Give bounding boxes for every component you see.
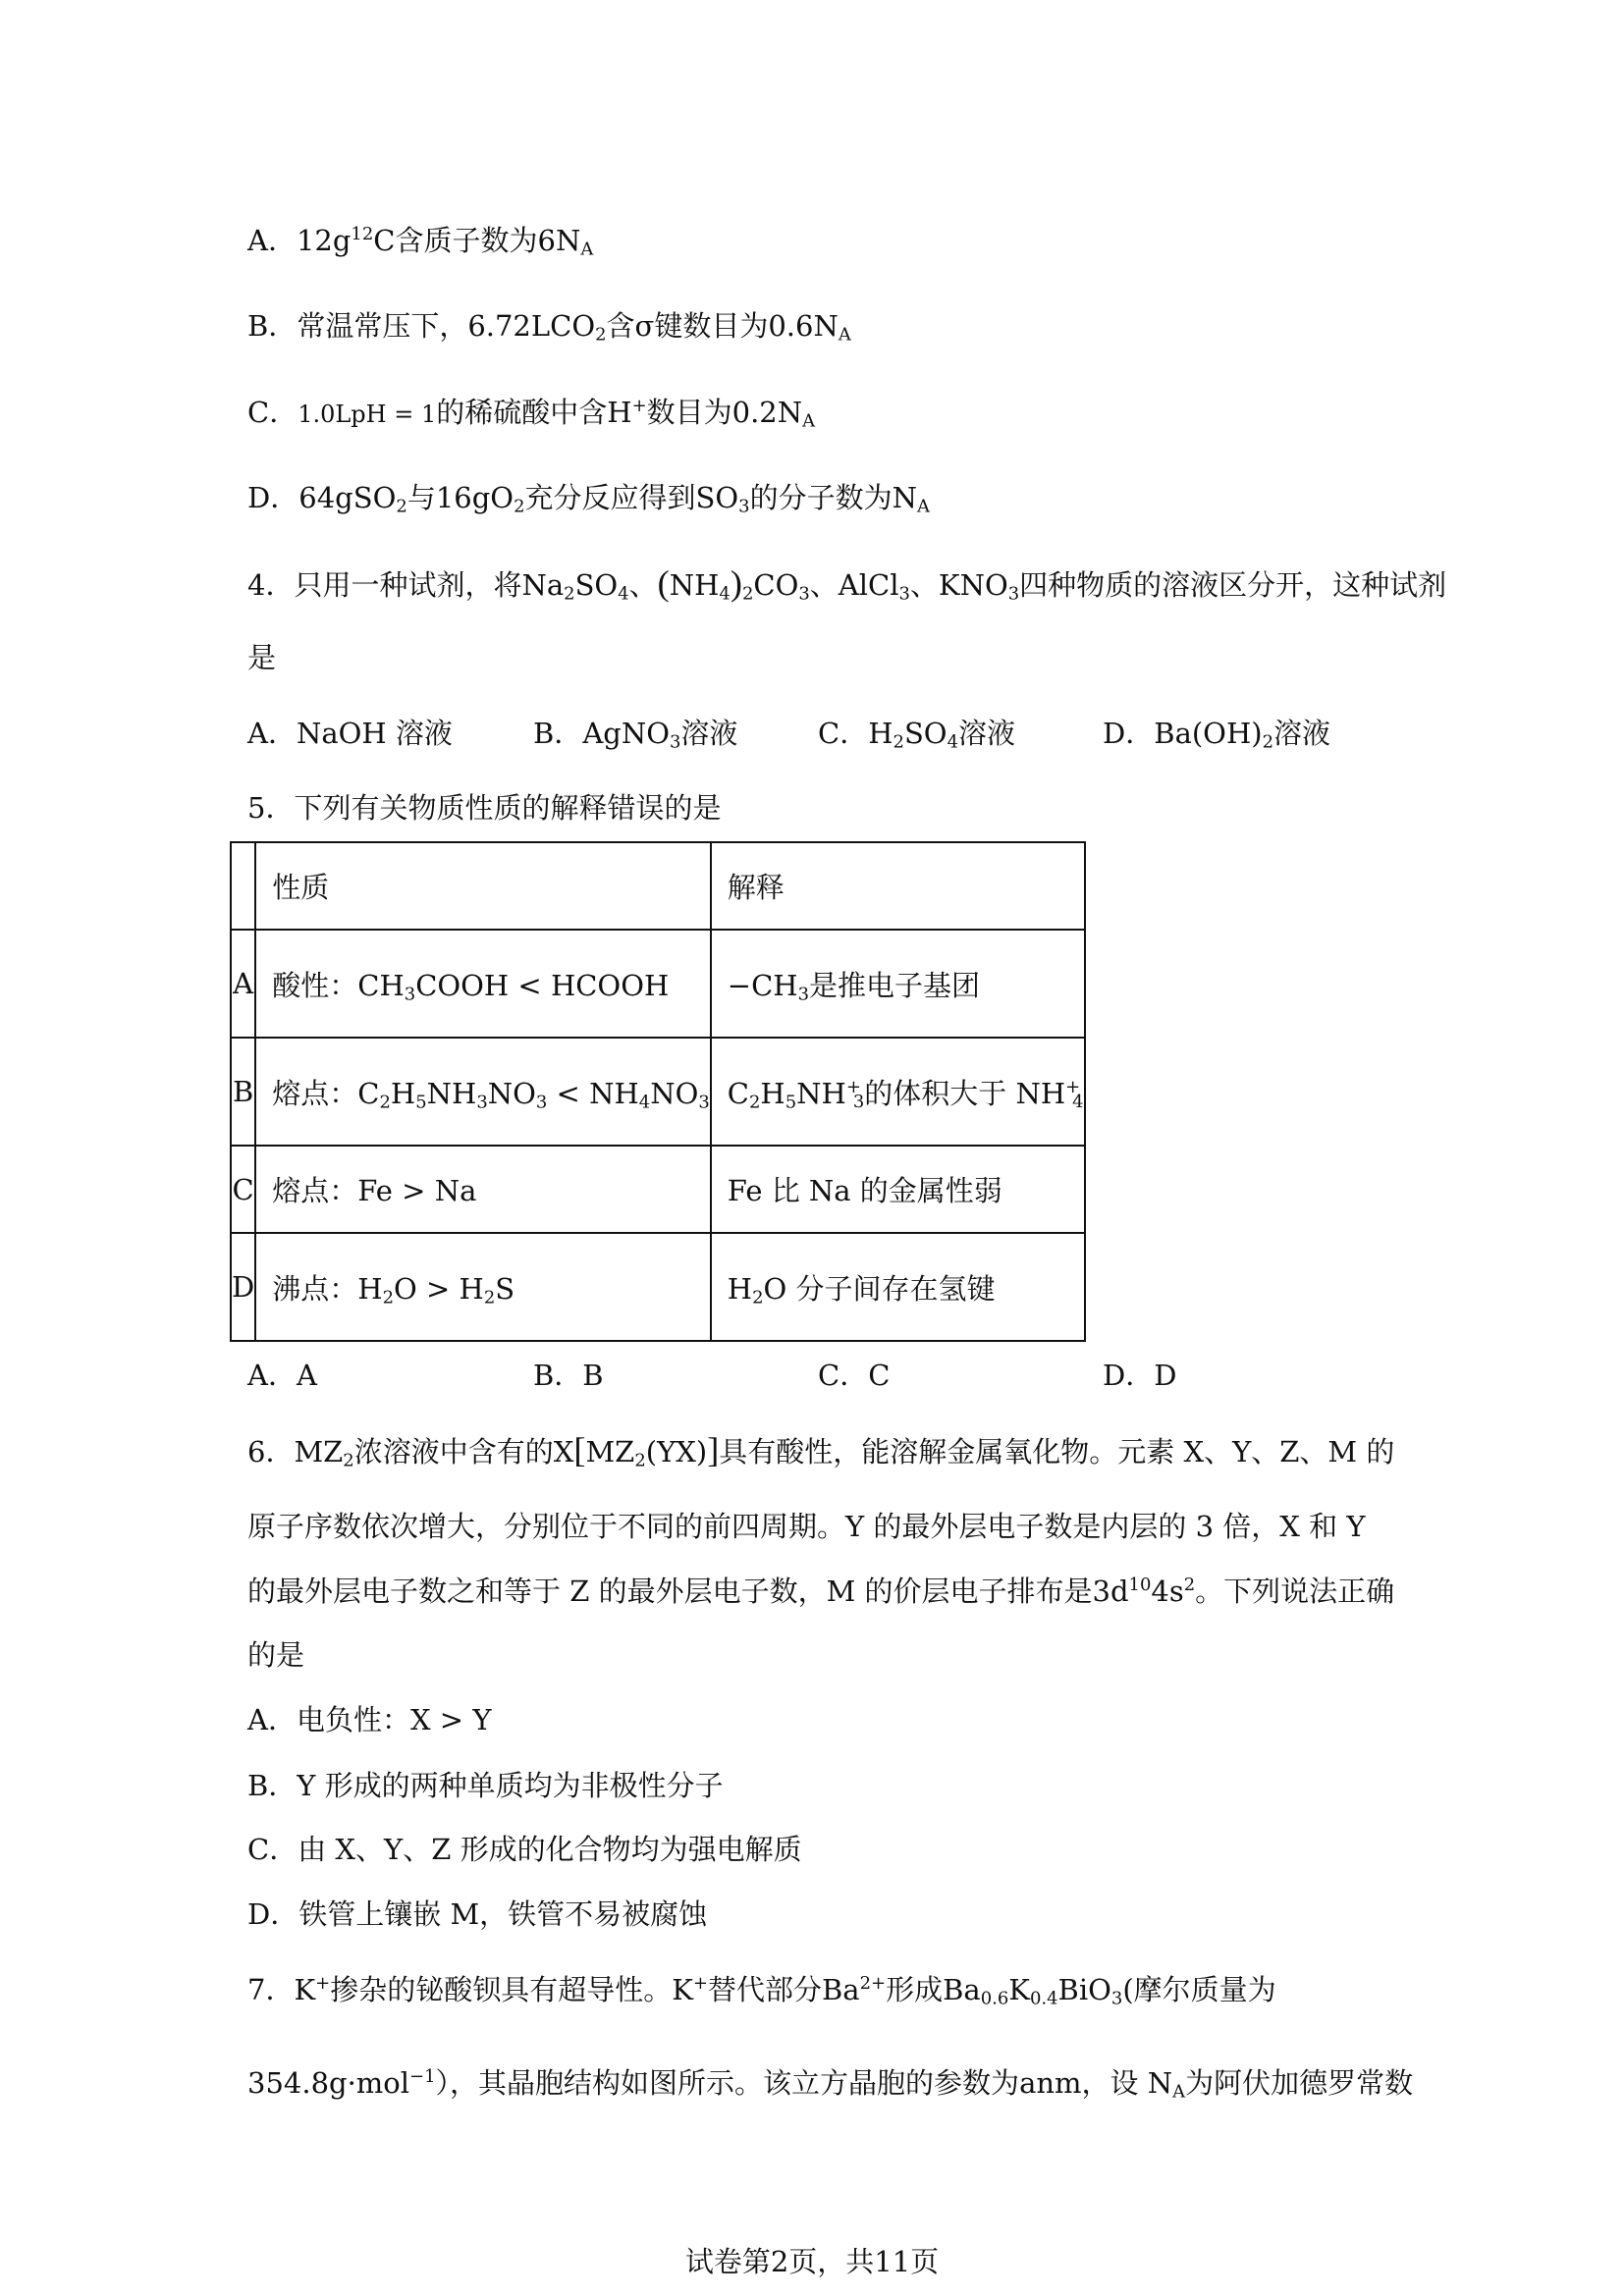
q3-option-b: B．常温常压下，$6.72LCO_2$含σ键数目为$0.6N_A$ [247, 309, 851, 346]
property-cell: 熔点：$C_2H_5NH_3NO_3 < NH_4NO_3$ [255, 1038, 711, 1146]
table-header-property: 性质 [255, 842, 711, 930]
explanation-cell: $-CH_3$是推电子基团 [711, 930, 1085, 1038]
q3-option-d: D．64gSO$_2$与$16gO_2$充分反应得到$SO_3$的分子数为$N_A$ [247, 481, 930, 517]
q6-stem-line4: 的是 [247, 1638, 305, 1672]
q6-stem-line1: 6．$MZ_2$浓溶液中含有的$X[MZ_2(YX)]$具有酸性，能溶解金属氧化物。元素 X、Y、Z、M 的 [247, 1430, 1395, 1471]
q4-option-a: A．NaOH 溶液 [247, 717, 453, 750]
page-footer: 试卷第2页，共11页 [684, 2245, 940, 2278]
table-cell [231, 842, 255, 930]
q3-option-a: A．$12g^{12}C$含质子数为$6N_A$ [247, 224, 594, 260]
q5-property-table [230, 841, 1086, 1342]
q5-option-d: D．D [1103, 1359, 1177, 1392]
q4-option-b: B．AgNO$_3$溶液 [533, 717, 738, 753]
q5-option-a: A．A [247, 1359, 317, 1392]
explanation-cell: $H_2O$ 分子间存在氢键 [711, 1233, 1085, 1341]
q4-option-c: C．$H_2SO_4$溶液 [818, 717, 1016, 753]
table-row [231, 842, 1085, 930]
q4-stem-line2: 是 [247, 641, 277, 674]
property-cell: 沸点：$H_2O > H_2S$ [255, 1233, 711, 1341]
q7-stem-line1: 7．K+掺杂的铋酸钡具有超导性。K+替代部分$Ba^{2+}$形成$Ba_{0.6}K_{0.4}BiO_3$(摩尔质量为 [247, 1973, 1276, 2009]
explanation-cell: $C_2H_5NH^+_3$的体积大于 $NH^+_4$ [711, 1038, 1085, 1146]
q5-stem: 5．下列有关物质性质的解释错误的是 [247, 791, 722, 825]
property-cell: 熔点：Fe > Na [255, 1146, 711, 1233]
row-label: A [231, 930, 255, 1038]
q6-option-b: B．Y 形成的两种单质均为非极性分子 [247, 1769, 724, 1802]
q6-stem-line2: 原子序数依次增大，分别位于不同的前四周期。Y 的最外层电子数是内层的 3 倍，X 和 Y [247, 1510, 1366, 1543]
q6-stem-line3: 的最外层电子数之和等于 Z 的最外层电子数，M 的价层电子排布是$3d^{10}4s^2$。下列说法正确 [247, 1575, 1395, 1608]
table-header-explanation: 解释 [711, 842, 1085, 930]
q4-option-d: D．$Ba(OH)_2$溶液 [1103, 717, 1331, 753]
q7-stem-line2: 354.8g·mol$^{-1}$），其晶胞结构如图所示。该立方晶胞的参数为anm，设 $N_A$为阿伏加德罗常数 [247, 2066, 1414, 2103]
q3-option-c: C．1.0LpH = 1的稀硫酸中含H+数目为$0.2N_A$ [247, 396, 816, 432]
q5-option-c: C．C [818, 1359, 891, 1392]
table-row [231, 1233, 1085, 1341]
q6-option-a: A．电负性：X > Y [247, 1703, 492, 1736]
q6-option-d: D．铁管上镶嵌 M，铁管不易被腐蚀 [247, 1897, 708, 1931]
row-label: D [231, 1233, 255, 1341]
q6-option-c: C．由 X、Y、Z 形成的化合物均为强电解质 [247, 1833, 802, 1866]
row-label: B [231, 1038, 255, 1146]
table-row [231, 930, 1085, 1038]
table-row [231, 1146, 1085, 1233]
property-cell: 酸性：$CH_3COOH$ < HCOOH [255, 930, 711, 1038]
q4-stem-line1: 4．只用一种试剂，将$Na_2SO_4$、$(NH_4)_2CO_3$、AlCl$_3$、$KNO_3$四种物质的溶液区分开，这种试剂 [247, 563, 1447, 605]
explanation-cell: Fe 比 Na 的金属性弱 [711, 1146, 1085, 1233]
q5-option-b: B．B [533, 1359, 604, 1392]
row-label: C [231, 1146, 255, 1233]
table-row [231, 1038, 1085, 1146]
